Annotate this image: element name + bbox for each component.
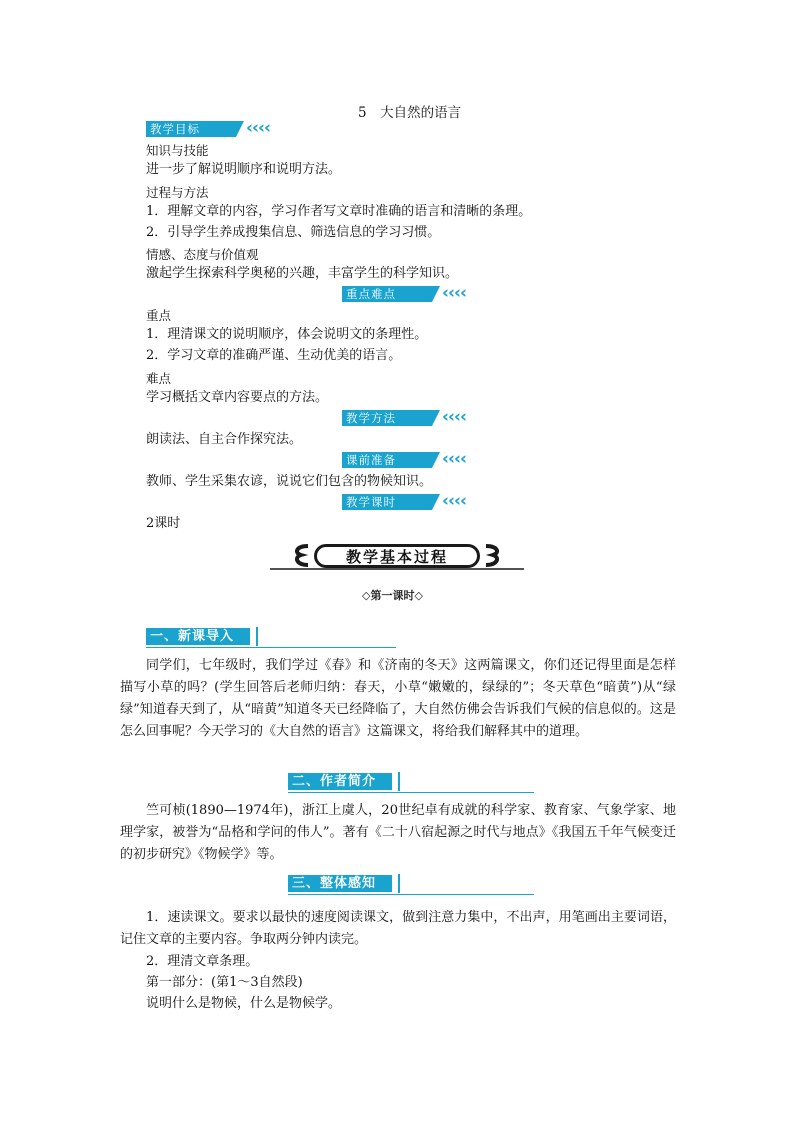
focus-item-1: 1．理清课文的说明顺序，体会说明文的条理性。: [146, 327, 428, 342]
chevrons-icon: ‹‹‹‹: [442, 491, 467, 511]
tag-goals-label: 教学目标: [150, 122, 200, 136]
emotion-text: 激起学生探索科学奥秘的兴趣，丰富学生的科学知识。: [146, 266, 459, 281]
methods-text: 朗读法、自主合作探究法。: [146, 432, 303, 447]
emotion-heading: 情感、态度与价值观: [146, 247, 259, 262]
chevrons-icon: ‹‹‹‹: [246, 118, 271, 138]
difficulty-heading: 难点: [146, 371, 172, 386]
intro-paragraph: 同学们，七年级时，我们学过《春》和《济南的冬天》这两篇课文，你们还记得里面是怎样描写小草的吗？(学生回答后老师归纳：春天，小草“嫩嫩的，绿绿的”；冬天草色“暗黄”)从“绿绿”知道春天到了，从“暗黄”知道冬天已经降临了，大自然仿佛会告诉我们气候的信息似的。这是怎么回事呢？今天学习的《大自然的语言》这篇课文，将给我们解释其中的道理。: [120, 658, 676, 739]
lesson-title: 5 大自然的语言: [358, 105, 462, 121]
chevrons-icon: ‹‹‹‹: [442, 449, 467, 469]
tag-key-points-label: 重点难点: [346, 287, 396, 301]
author-paragraph: 竺可桢(1890—1974年)，浙江上虞人，20世纪卓有成就的科学家、教育家、气象学家、地理学家，被誉为“品格和学问的伟人”。著有《二十八宿起源之时代与地点》《我国五千年气候变迁的初步研究》《物候学》等。: [120, 803, 676, 862]
chevrons-icon: ‹‹‹‹: [442, 283, 467, 303]
tag-prep: [342, 449, 482, 469]
knowledge-text: 进一步了解说明顺序和说明方法。: [146, 162, 342, 177]
tag-hours-label: 教学课时: [346, 495, 396, 509]
section-overall-label: 三、整体感知: [292, 876, 377, 891]
section-heading-intro: [146, 627, 396, 651]
process-banner: [268, 541, 526, 573]
section-heading-author: [288, 772, 534, 796]
overall-part-1: 第一部分：(第1～3自然段): [146, 975, 303, 990]
process-banner-title: 教学基本过程: [345, 548, 448, 566]
difficulty-text: 学习概括文章内容要点的方法。: [146, 390, 329, 405]
tag-methods-label: 教学方法: [346, 411, 396, 425]
tag-key-points: [342, 283, 482, 303]
overall-item-1: 1．速读课文。要求以最快的速度阅读课文，做到注意力集中，不出声，用笔画出主要词语，记住文章的主要内容。争取两分钟内读完。: [120, 910, 676, 947]
overall-part-1-desc: 说明什么是物候，什么是物候学。: [146, 996, 342, 1011]
process-heading: 过程与方法: [146, 185, 209, 200]
overall-item-2: 2．理清文章条理。: [146, 954, 259, 969]
section-author-label: 二、作者简介: [292, 774, 377, 789]
prep-text: 教师、学生采集农谚，说说它们包含的物候知识。: [146, 474, 433, 489]
tag-methods: [342, 407, 482, 427]
section-heading-overall: [288, 874, 534, 898]
process-item-2: 2．引导学生养成搜集信息、筛选信息的学习习惯。: [146, 225, 441, 240]
focus-item-2: 2．学习文章的准确严谨、生动优美的语言。: [146, 348, 402, 363]
tag-hours: [342, 491, 482, 511]
knowledge-heading: 知识与技能: [146, 143, 209, 158]
chevrons-icon: ‹‹‹‹: [442, 407, 467, 427]
hours-text: 2课时: [146, 516, 181, 531]
first-lesson-label: ◇第一课时◇: [362, 589, 423, 602]
process-item-1: 1．理解文章的内容，学习作者写文章时准确的语言和清晰的条理。: [146, 204, 532, 219]
tag-goals: [146, 118, 286, 138]
tag-prep-label: 课前准备: [346, 453, 396, 467]
focus-heading: 重点: [146, 308, 172, 323]
section-intro-label: 一、新课导入: [150, 629, 235, 644]
